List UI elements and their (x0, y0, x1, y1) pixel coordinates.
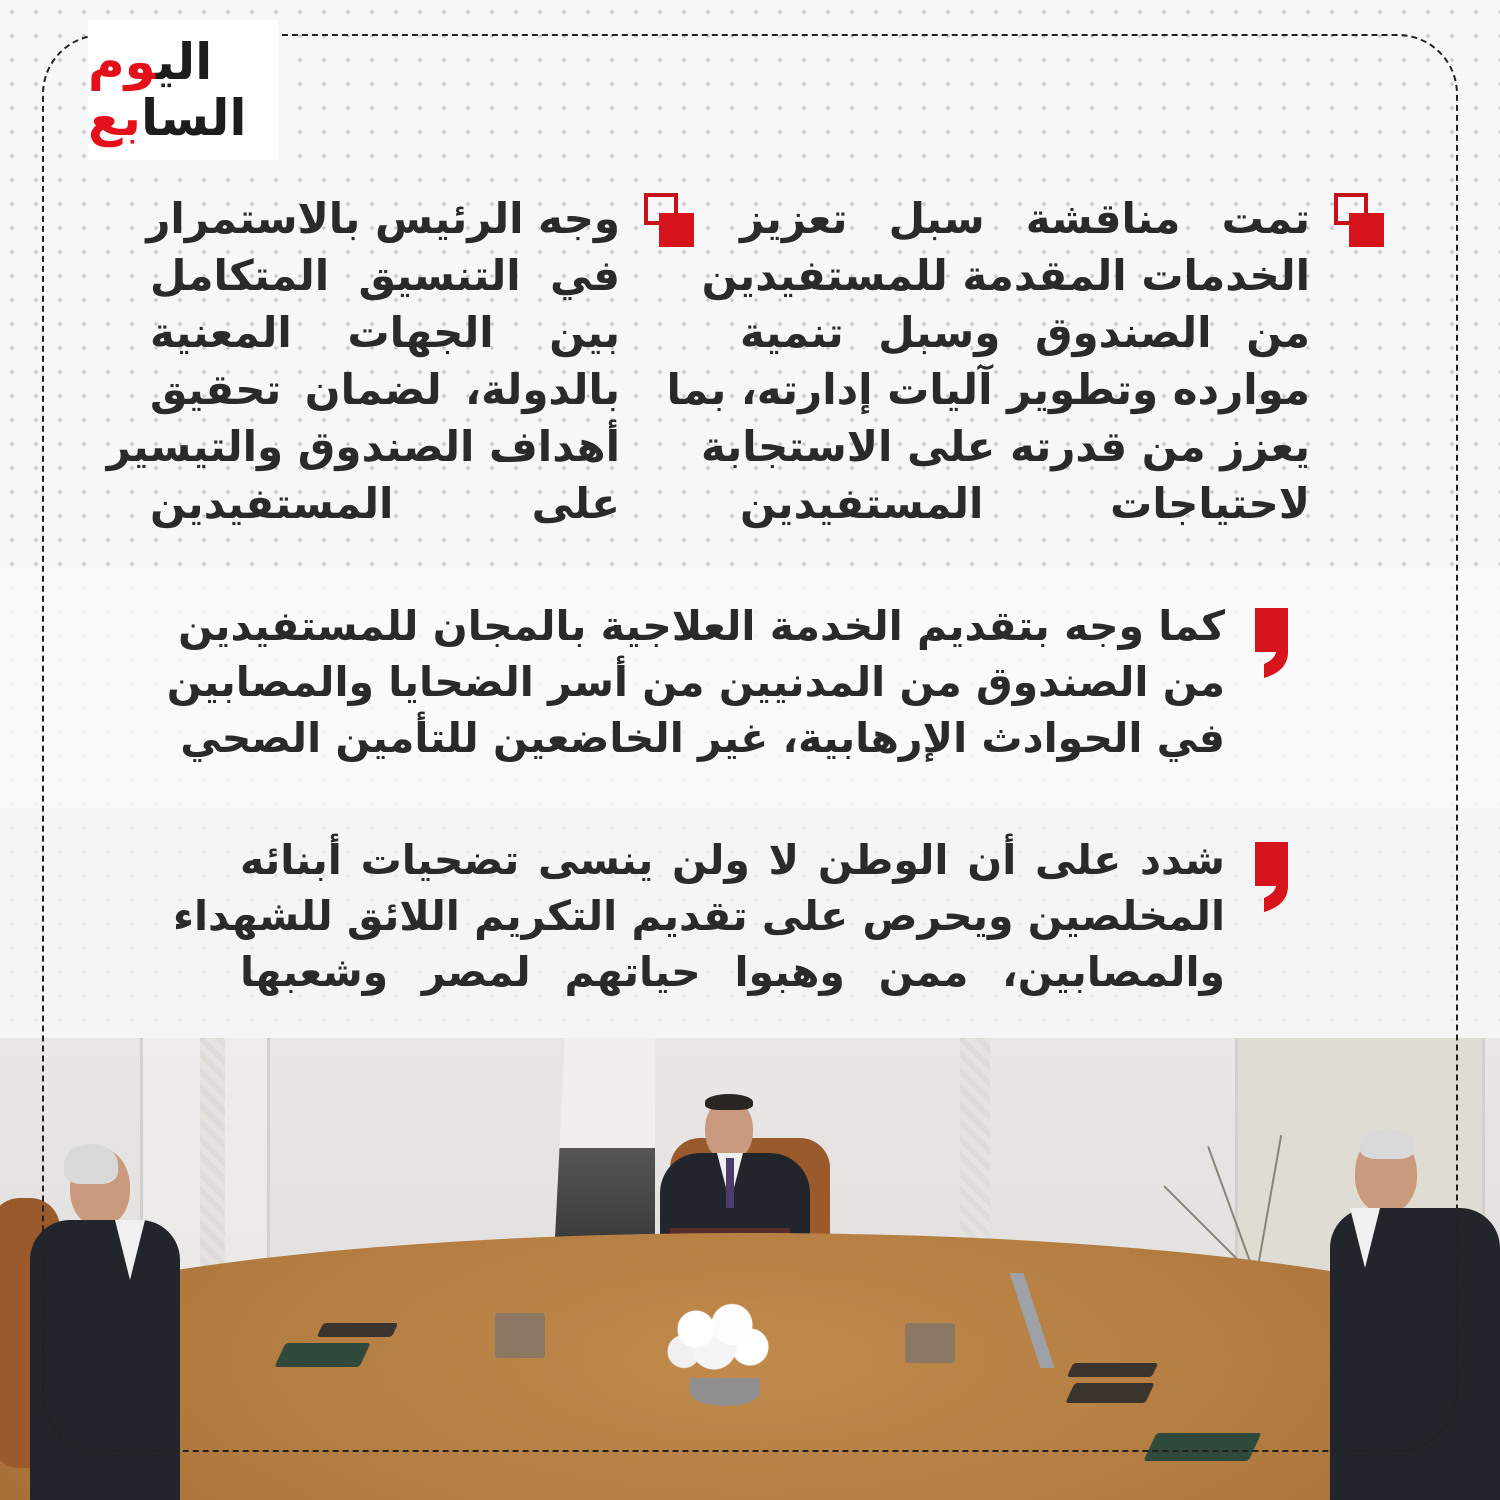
flag (555, 1038, 655, 1238)
quote-line: في الحوادث الإرهابية، غير الخاضعين للتأمين الصحي (180, 714, 1225, 762)
point-line: بالدولة، لضمان تحقيق (150, 365, 620, 414)
meeting-photo (0, 1038, 1500, 1500)
logo-line-2 (88, 90, 247, 146)
point-line: بين الجهات المعنية (150, 308, 620, 357)
logo-text-red: وم (88, 33, 156, 91)
quote-paragraph (173, 832, 1225, 1000)
logo-text-dark: السا (140, 89, 247, 147)
quote-line: المخلصين ويحرص على تقديم التكريم اللائق للشهداء (173, 892, 1225, 940)
point-line: يعزز من قدرته على الاستجابة (701, 422, 1310, 471)
overlapping-squares-bullet-icon (644, 193, 696, 245)
quote-line: كما وجه بتقديم الخدمة العلاجية بالمجان للمستفيدين (178, 602, 1225, 650)
brand-logo (88, 20, 278, 160)
point-line: في التنسيق المتكامل (150, 251, 620, 300)
quote-line: شدد على أن الوطن لا ولن ينسى تضحيات أبنائه (240, 836, 1225, 884)
point-line: من الصندوق وسبل تنمية (740, 308, 1310, 357)
point-line: موارده وتطوير آليات إدارته، بما (666, 365, 1310, 414)
point-line: أهداف الصندوق والتيسير (106, 422, 620, 471)
quote-mark-icon (1252, 842, 1290, 912)
logo-text-dark: الي (156, 33, 213, 91)
quote-mark-icon (1252, 608, 1290, 678)
logo-text-red: بع (88, 89, 141, 147)
point-right (666, 190, 1310, 532)
point-line: وجه الرئيس بالاستمرار (146, 194, 620, 243)
point-line: الخدمات المقدمة للمستفيدين (701, 251, 1310, 300)
quote-line: والمصابين، ممن وهبوا حياتهم لمصر وشعبها (240, 948, 1225, 996)
overlapping-squares-bullet-icon (1334, 193, 1386, 245)
point-line: لاحتياجات المستفيدين (740, 479, 1310, 528)
quote-line: من الصندوق من المدنيين من أسر الضحايا والمصابين (166, 658, 1225, 706)
logo-line-1 (88, 34, 212, 90)
quote-paragraph (166, 598, 1225, 766)
point-left (106, 190, 620, 532)
point-line: تمت مناقشة سبل تعزيز (740, 194, 1310, 243)
point-line: على المستفيدين (150, 479, 620, 528)
